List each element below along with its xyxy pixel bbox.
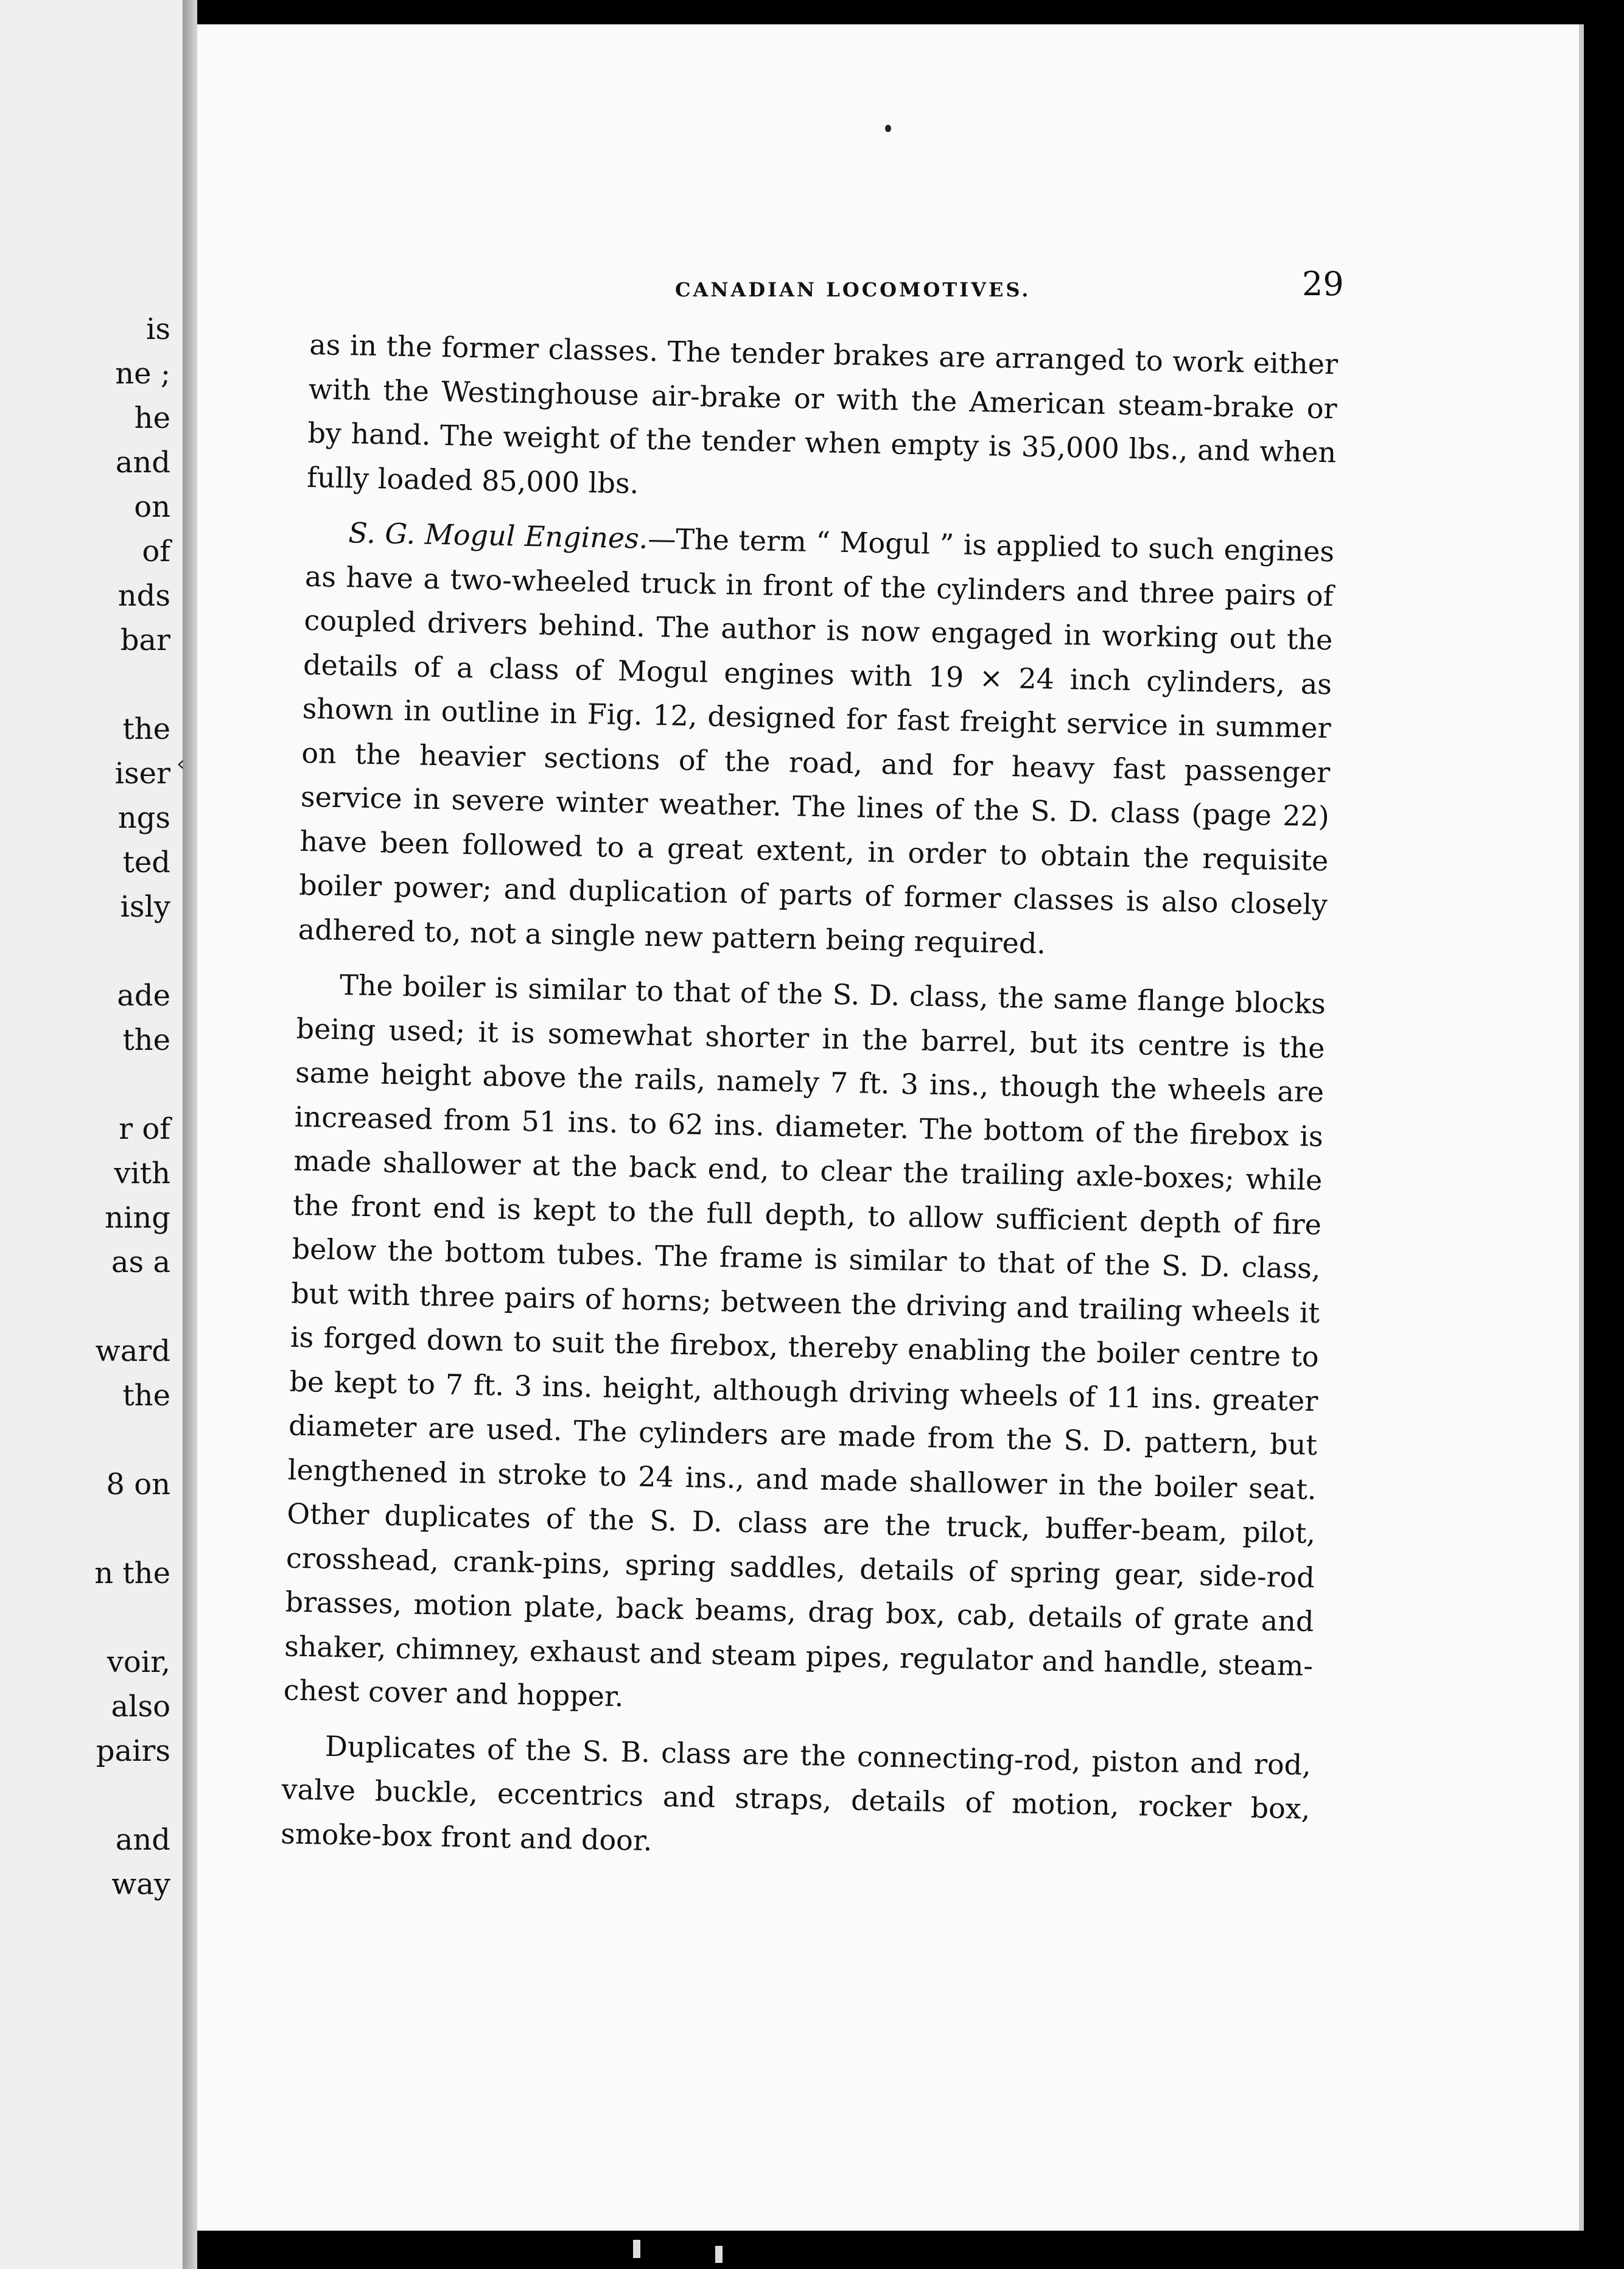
left-fragment: the bbox=[122, 1023, 170, 1057]
running-head: CANADIAN LOCOMOTIVES. bbox=[675, 278, 1031, 301]
left-fragment: 8 on bbox=[106, 1467, 170, 1502]
right-page bbox=[197, 24, 1579, 2231]
ink-dot bbox=[885, 125, 891, 132]
left-fragment: the bbox=[122, 1379, 170, 1413]
left-fragment: pairs bbox=[96, 1734, 170, 1768]
left-fragment: and bbox=[115, 1823, 170, 1857]
paragraph: The boiler is similar to that of the S. D. class, the same flange blocks being used; it is somewhat shorter in the barrel, but its centre is the same height above the rails, namely 7 ft. 3 ins., though the wheels are increased from 51 ins. to 62 ins. diameter. The bottom of the firebox is made shallower at the back end, to clear the trailing axle-boxes; while the front end is kept to the full depth, to allow sufficient depth of fire below the bottom tubes. The frame is similar to that of the S. D. class, but with three pairs of horns; between the driving and trailing wheels it is forged down to suit the firebox, thereby enabling the boiler centre to be kept to 7 ft. 3 ins. height, although driving wheels of 11 ins. greater diameter are used. The cylinders are made from the S. D. pattern, but lengthened in stroke to 24 ins., and made shallower in the boiler seat. Other duplicates of the S. D. class are the truck, buffer-beam, pilot, crosshead, crank-pins, spring saddles, details of spring gear, side-rod brasses, motion plate, back beams, drag box, cab, details of grate and shaker, chimney, exhaust and steam pipes, regulator and handle, steam-chest cover and hopper. bbox=[283, 968, 1326, 1713]
left-fragment: on bbox=[134, 490, 170, 524]
left-fragment: iser bbox=[114, 757, 170, 791]
left-fragment: ngs bbox=[117, 801, 170, 835]
left-fragment: ade bbox=[117, 979, 170, 1013]
left-fragment: and bbox=[115, 446, 170, 480]
left-fragment: way bbox=[111, 1867, 170, 1901]
left-fragment: of bbox=[142, 534, 170, 568]
paragraph bbox=[298, 510, 1335, 971]
scan-edge-mark bbox=[633, 2240, 640, 2258]
left-fragment: n the bbox=[94, 1556, 170, 1590]
left-page-text-fragments bbox=[0, 307, 183, 1907]
gutter-shadow bbox=[183, 0, 197, 2269]
left-fragment: nds bbox=[117, 579, 170, 613]
left-fragment bbox=[0, 929, 170, 974]
left-fragment: r of bbox=[119, 1112, 170, 1146]
left-fragment: voir, bbox=[107, 1645, 170, 1679]
left-fragment bbox=[0, 1418, 170, 1463]
left-fragment bbox=[0, 1596, 170, 1640]
page-header bbox=[197, 265, 1579, 326]
left-fragment: vith bbox=[114, 1156, 170, 1190]
left-fragment bbox=[0, 663, 170, 707]
paragraph: as in the former classes. The tender brakes are arranged to work either with the Westinghouse air-brake or with the American steam-brake or by hand. The weight of the tender when empty is 35,000 lbs., and when fully loaded 85,000 lbs. bbox=[306, 327, 1339, 500]
left-fragment: bar bbox=[120, 623, 170, 657]
scan-edge-mark bbox=[715, 2246, 723, 2263]
left-fragment: ted bbox=[122, 845, 170, 879]
paragraph-text: —The term “ Mogul ” is applied to such engines as have a two-wheeled truck in front of the cylinders and three pairs of coupled drivers behind. The author is now engaged in working out the details of a class of Mogul engines with 19 × 24 inch cylinders, as shown in outline in Fig. 12, designed for fast freight service in summer on the heavier sections of the road, and for heavy fast passenger service in severe winter weather. The lines of the S. D. class (page 22) have been followed to a great extent, in order to obtain the requisite boiler power; and duplication of parts of former classes is also closely adhered to, not a single new pattern being required. bbox=[298, 522, 1335, 960]
left-fragment: as a bbox=[111, 1245, 170, 1279]
left-fragment: ning bbox=[105, 1201, 170, 1235]
left-fragment: ward bbox=[95, 1334, 170, 1368]
left-fragment: he bbox=[134, 401, 170, 435]
left-fragment: is bbox=[146, 312, 170, 346]
left-fragment: the bbox=[122, 712, 170, 746]
left-fragment: also bbox=[111, 1690, 170, 1724]
left-page bbox=[0, 0, 187, 2269]
left-fragment bbox=[0, 1507, 170, 1551]
left-fragment: isly bbox=[120, 890, 170, 924]
left-fragment bbox=[0, 1285, 170, 1329]
page-edge-mark: ‹ bbox=[177, 752, 185, 776]
run-in-heading: S. G. Mogul Engines. bbox=[348, 516, 648, 555]
left-fragment: ne ; bbox=[115, 357, 170, 391]
left-fragment bbox=[0, 1774, 170, 1818]
paragraph: Duplicates of the S. B. class are the connecting-rod, piston and rod, valve buckle, eccentrics and straps, details of motion, rocker box, smoke-box front and door. bbox=[280, 1729, 1312, 1857]
page-number: 29 bbox=[1302, 265, 1344, 303]
left-fragment bbox=[0, 1063, 170, 1107]
body-text bbox=[280, 323, 1338, 1886]
